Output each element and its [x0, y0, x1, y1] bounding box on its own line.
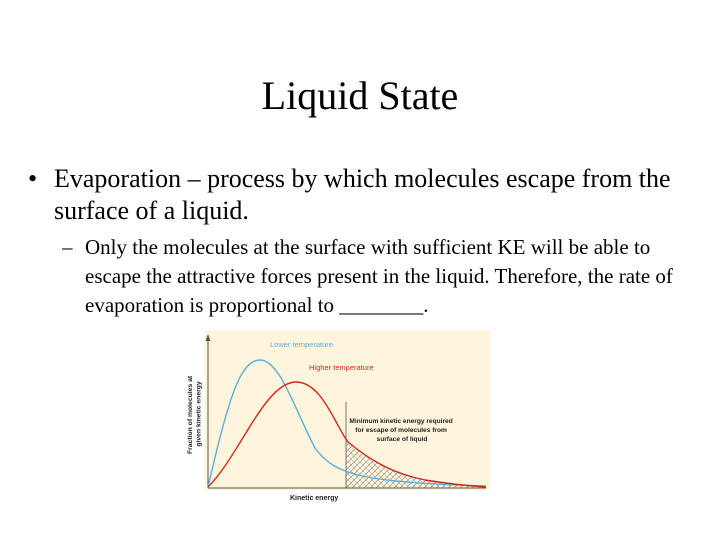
y-axis-label: [187, 374, 203, 454]
kinetic-energy-distribution-figure: [180, 330, 490, 505]
distribution-diagram: [180, 330, 490, 505]
bullet-evaporation-text: Evaporation – process by which molecules escape from the surface of a liquid.: [54, 164, 671, 225]
y-axis-label-line-1: Fraction of molecules at: [187, 375, 194, 455]
bullet-mark: •: [28, 164, 38, 193]
lower-temperature-label: Lower temperature: [270, 340, 333, 349]
x-axis-label: Kinetic energy: [290, 495, 339, 502]
higher-temperature-label: Higher temperature: [309, 363, 374, 372]
slide-title: Liquid State: [261, 73, 459, 118]
sub-bullet-text: Only the molecules at the surface with sufficient KE will be able to escape the attractive forces present in the liquid. Therefore, the rate of evaporation is proportional to ________.: [85, 235, 673, 317]
minimum-ke-label-line-3: surface of liquid: [376, 436, 428, 443]
sub-bullet-mark: –: [62, 235, 73, 259]
minimum-ke-label-line-2: for escape of molecules from: [355, 427, 447, 434]
minimum-ke-label-line-1: Minimum kinetic energy required: [349, 418, 453, 425]
y-axis-label-line-2: given kinetic energy: [195, 381, 203, 447]
